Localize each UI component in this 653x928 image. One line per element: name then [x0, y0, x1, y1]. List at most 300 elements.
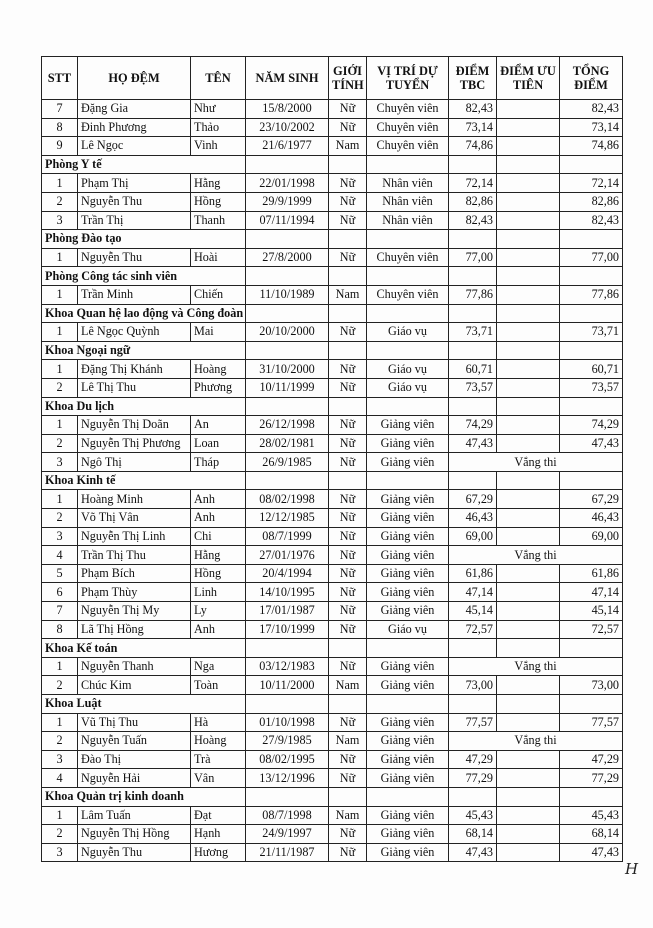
cell-diem-tbc: 47,43 [449, 434, 497, 453]
cell-absent-note: Vắng thi [449, 732, 623, 751]
table-row [42, 100, 623, 119]
table-row [42, 676, 623, 695]
cell-gioi-tinh: Nữ [329, 657, 367, 676]
empty-cell [497, 471, 560, 490]
cell-ho-dem: Phạm Thùy [78, 583, 191, 602]
cell-ho-dem: Lê Ngọc Quỳnh [78, 323, 191, 342]
cell-uu-tien [497, 285, 560, 304]
cell-stt: 8 [42, 620, 78, 639]
empty-cell [497, 787, 560, 806]
cell-uu-tien [497, 564, 560, 583]
cell-nam-sinh: 17/01/1987 [246, 602, 329, 621]
cell-stt: 7 [42, 602, 78, 621]
table-row [42, 211, 623, 230]
header-nam-sinh: NĂM SINH [246, 57, 329, 100]
empty-cell [560, 639, 623, 658]
cell-gioi-tinh: Nữ [329, 750, 367, 769]
empty-cell [560, 155, 623, 174]
table-row [42, 657, 623, 676]
cell-ho-dem: Ngô Thị [78, 453, 191, 472]
cell-ten: Anh [191, 620, 246, 639]
empty-cell [246, 639, 329, 658]
cell-diem-tbc: 47,29 [449, 750, 497, 769]
cell-vi-tri: Giảng viên [367, 490, 449, 509]
section-row [42, 267, 623, 286]
cell-stt: 1 [42, 490, 78, 509]
header-ho-dem: HỌ ĐỆM [78, 57, 191, 100]
empty-cell [367, 787, 449, 806]
cell-absent-note: Vắng thi [449, 657, 623, 676]
cell-ten: Trà [191, 750, 246, 769]
cell-tong-diem: 77,00 [560, 248, 623, 267]
cell-uu-tien [497, 676, 560, 695]
cell-nam-sinh: 20/10/2000 [246, 323, 329, 342]
cell-nam-sinh: 08/02/1998 [246, 490, 329, 509]
cell-nam-sinh: 03/12/1983 [246, 657, 329, 676]
cell-gioi-tinh: Nữ [329, 713, 367, 732]
cell-nam-sinh: 08/7/1998 [246, 806, 329, 825]
cell-vi-tri: Giáo vụ [367, 378, 449, 397]
cell-diem-tbc: 77,57 [449, 713, 497, 732]
cell-tong-diem: 73,00 [560, 676, 623, 695]
table-row [42, 378, 623, 397]
cell-vi-tri: Giảng viên [367, 546, 449, 565]
cell-tong-diem: 82,43 [560, 211, 623, 230]
cell-vi-tri: Giảng viên [367, 825, 449, 844]
empty-cell [560, 341, 623, 360]
cell-stt: 1 [42, 285, 78, 304]
empty-cell [449, 267, 497, 286]
cell-ten: Anh [191, 490, 246, 509]
cell-ten: Hồng [191, 564, 246, 583]
cell-uu-tien [497, 100, 560, 119]
cell-gioi-tinh: Nữ [329, 453, 367, 472]
cell-stt: 1 [42, 806, 78, 825]
cell-ho-dem: Trần Thị Thu [78, 546, 191, 565]
cell-gioi-tinh: Nữ [329, 248, 367, 267]
cell-diem-tbc: 82,43 [449, 100, 497, 119]
cell-ho-dem: Đinh Phương [78, 118, 191, 137]
empty-cell [497, 639, 560, 658]
cell-ten: Hạnh [191, 825, 246, 844]
empty-cell [497, 267, 560, 286]
section-title: Khoa Kế toán [42, 639, 246, 658]
cell-tong-diem: 60,71 [560, 360, 623, 379]
empty-cell [560, 787, 623, 806]
cell-ho-dem: Nguyễn Thị Linh [78, 527, 191, 546]
cell-ho-dem: Trần Minh [78, 285, 191, 304]
empty-cell [329, 155, 367, 174]
cell-vi-tri: Giảng viên [367, 564, 449, 583]
cell-diem-tbc: 72,57 [449, 620, 497, 639]
results-table [41, 56, 623, 862]
cell-ten: Chi [191, 527, 246, 546]
empty-cell [367, 341, 449, 360]
cell-diem-tbc: 45,14 [449, 602, 497, 621]
cell-ho-dem: Nguyễn Thị My [78, 602, 191, 621]
cell-uu-tien [497, 843, 560, 862]
cell-stt: 2 [42, 509, 78, 528]
empty-cell [246, 267, 329, 286]
cell-diem-tbc: 73,14 [449, 118, 497, 137]
cell-nam-sinh: 27/01/1976 [246, 546, 329, 565]
cell-diem-tbc: 47,43 [449, 843, 497, 862]
cell-stt: 1 [42, 657, 78, 676]
cell-gioi-tinh: Nam [329, 806, 367, 825]
cell-gioi-tinh: Nam [329, 137, 367, 156]
cell-nam-sinh: 15/8/2000 [246, 100, 329, 119]
cell-ten: Toàn [191, 676, 246, 695]
empty-cell [560, 304, 623, 323]
cell-uu-tien [497, 137, 560, 156]
cell-vi-tri: Giảng viên [367, 843, 449, 862]
cell-gioi-tinh: Nữ [329, 118, 367, 137]
table-row [42, 285, 623, 304]
cell-ten: Hằng [191, 546, 246, 565]
header-uu-tien: ĐIỂM ƯU TIÊN [497, 57, 560, 100]
empty-cell [367, 397, 449, 416]
cell-gioi-tinh: Nữ [329, 360, 367, 379]
cell-diem-tbc: 47,14 [449, 583, 497, 602]
cell-stt: 3 [42, 750, 78, 769]
empty-cell [246, 397, 329, 416]
cell-stt: 3 [42, 843, 78, 862]
empty-cell [449, 695, 497, 714]
cell-nam-sinh: 10/11/2000 [246, 676, 329, 695]
cell-ten: Thảo [191, 118, 246, 137]
cell-stt: 2 [42, 825, 78, 844]
table-row [42, 118, 623, 137]
cell-ten: Đạt [191, 806, 246, 825]
cell-vi-tri: Giảng viên [367, 416, 449, 435]
cell-vi-tri: Giảng viên [367, 509, 449, 528]
cell-stt: 8 [42, 118, 78, 137]
section-row [42, 695, 623, 714]
cell-nam-sinh: 11/10/1989 [246, 285, 329, 304]
cell-gioi-tinh: Nữ [329, 564, 367, 583]
cell-vi-tri: Chuyên viên [367, 137, 449, 156]
cell-nam-sinh: 01/10/1998 [246, 713, 329, 732]
cell-tong-diem: 47,14 [560, 583, 623, 602]
cell-stt: 1 [42, 248, 78, 267]
cell-nam-sinh: 29/9/1999 [246, 192, 329, 211]
empty-cell [246, 695, 329, 714]
table-row [42, 360, 623, 379]
cell-stt: 2 [42, 676, 78, 695]
cell-stt: 6 [42, 583, 78, 602]
empty-cell [560, 230, 623, 249]
cell-ten: Vân [191, 769, 246, 788]
cell-vi-tri: Giảng viên [367, 527, 449, 546]
cell-stt: 1 [42, 174, 78, 193]
empty-cell [329, 695, 367, 714]
cell-uu-tien [497, 583, 560, 602]
cell-uu-tien [497, 490, 560, 509]
empty-cell [329, 787, 367, 806]
cell-uu-tien [497, 750, 560, 769]
cell-vi-tri: Chuyên viên [367, 285, 449, 304]
cell-gioi-tinh: Nữ [329, 416, 367, 435]
empty-cell [449, 787, 497, 806]
empty-cell [449, 304, 497, 323]
cell-nam-sinh: 08/7/1999 [246, 527, 329, 546]
cell-ho-dem: Đặng Gia [78, 100, 191, 119]
cell-uu-tien [497, 118, 560, 137]
cell-vi-tri: Giảng viên [367, 806, 449, 825]
cell-gioi-tinh: Nữ [329, 192, 367, 211]
cell-ho-dem: Hoàng Minh [78, 490, 191, 509]
cell-stt: 2 [42, 732, 78, 751]
cell-nam-sinh: 24/9/1997 [246, 825, 329, 844]
cell-ho-dem: Lê Ngọc [78, 137, 191, 156]
table-row [42, 192, 623, 211]
cell-tong-diem: 73,71 [560, 323, 623, 342]
cell-nam-sinh: 27/9/1985 [246, 732, 329, 751]
cell-vi-tri: Nhân viên [367, 211, 449, 230]
cell-stt: 7 [42, 100, 78, 119]
cell-diem-tbc: 67,29 [449, 490, 497, 509]
table-row [42, 825, 623, 844]
cell-diem-tbc: 74,29 [449, 416, 497, 435]
cell-tong-diem: 73,57 [560, 378, 623, 397]
empty-cell [497, 341, 560, 360]
section-row [42, 397, 623, 416]
cell-ten: Nga [191, 657, 246, 676]
cell-ho-dem: Vũ Thị Thu [78, 713, 191, 732]
cell-vi-tri: Giáo vụ [367, 360, 449, 379]
empty-cell [329, 639, 367, 658]
cell-nam-sinh: 31/10/2000 [246, 360, 329, 379]
cell-vi-tri: Giảng viên [367, 602, 449, 621]
section-row [42, 471, 623, 490]
cell-tong-diem: 46,43 [560, 509, 623, 528]
cell-ho-dem: Nguyễn Thị Doãn [78, 416, 191, 435]
table-row [42, 416, 623, 435]
cell-uu-tien [497, 620, 560, 639]
cell-vi-tri: Giảng viên [367, 713, 449, 732]
cell-tong-diem: 82,86 [560, 192, 623, 211]
cell-nam-sinh: 23/10/2002 [246, 118, 329, 137]
cell-stt: 9 [42, 137, 78, 156]
cell-uu-tien [497, 509, 560, 528]
cell-ho-dem: Nguyễn Thanh [78, 657, 191, 676]
section-title: Khoa Ngoại ngữ [42, 341, 246, 360]
section-title: Khoa Kinh tế [42, 471, 246, 490]
cell-uu-tien [497, 174, 560, 193]
header-stt: STT [42, 57, 78, 100]
table-header [42, 57, 623, 100]
header-diem-tbc: ĐIỂM TBC [449, 57, 497, 100]
cell-ten: Hoài [191, 248, 246, 267]
section-row [42, 341, 623, 360]
cell-stt: 2 [42, 192, 78, 211]
cell-ten: Phương [191, 378, 246, 397]
table-row [42, 137, 623, 156]
section-title: Khoa Quan hệ lao động và Công đoàn [42, 304, 246, 323]
cell-gioi-tinh: Nữ [329, 100, 367, 119]
section-title: Phòng Đào tạo [42, 230, 246, 249]
cell-ten: Như [191, 100, 246, 119]
table-row [42, 434, 623, 453]
cell-gioi-tinh: Nữ [329, 323, 367, 342]
cell-gioi-tinh: Nữ [329, 527, 367, 546]
cell-gioi-tinh: Nữ [329, 378, 367, 397]
cell-uu-tien [497, 769, 560, 788]
table-row [42, 713, 623, 732]
cell-tong-diem: 77,86 [560, 285, 623, 304]
cell-stt: 3 [42, 211, 78, 230]
cell-nam-sinh: 07/11/1994 [246, 211, 329, 230]
cell-gioi-tinh: Nữ [329, 602, 367, 621]
table-row [42, 843, 623, 862]
empty-cell [560, 471, 623, 490]
cell-uu-tien [497, 211, 560, 230]
cell-stt: 1 [42, 416, 78, 435]
cell-ten: Tháp [191, 453, 246, 472]
cell-diem-tbc: 77,86 [449, 285, 497, 304]
empty-cell [329, 341, 367, 360]
empty-cell [329, 267, 367, 286]
cell-diem-tbc: 77,29 [449, 769, 497, 788]
header-vi-tri: VỊ TRÍ DỰ TUYỂN [367, 57, 449, 100]
table-row [42, 323, 623, 342]
cell-nam-sinh: 21/6/1977 [246, 137, 329, 156]
empty-cell [329, 471, 367, 490]
empty-cell [367, 639, 449, 658]
cell-vi-tri: Giảng viên [367, 453, 449, 472]
cell-ho-dem: Nguyễn Hải [78, 769, 191, 788]
section-title: Phòng Y tế [42, 155, 246, 174]
empty-cell [497, 230, 560, 249]
cell-uu-tien [497, 825, 560, 844]
cell-ho-dem: Võ Thị Vân [78, 509, 191, 528]
cell-ho-dem: Chúc Kim [78, 676, 191, 695]
cell-stt: 5 [42, 564, 78, 583]
cell-tong-diem: 61,86 [560, 564, 623, 583]
cell-vi-tri: Chuyên viên [367, 248, 449, 267]
cell-gioi-tinh: Nữ [329, 509, 367, 528]
empty-cell [329, 230, 367, 249]
cell-stt: 1 [42, 323, 78, 342]
cell-vi-tri: Nhân viên [367, 192, 449, 211]
cell-diem-tbc: 82,86 [449, 192, 497, 211]
cell-stt: 3 [42, 527, 78, 546]
section-row [42, 155, 623, 174]
cell-diem-tbc: 72,14 [449, 174, 497, 193]
cell-gioi-tinh: Nữ [329, 211, 367, 230]
table-row [42, 769, 623, 788]
cell-ten: Hương [191, 843, 246, 862]
empty-cell [367, 155, 449, 174]
cell-uu-tien [497, 323, 560, 342]
cell-uu-tien [497, 416, 560, 435]
empty-cell [497, 695, 560, 714]
cell-uu-tien [497, 248, 560, 267]
cell-tong-diem: 67,29 [560, 490, 623, 509]
cell-gioi-tinh: Nữ [329, 825, 367, 844]
header-row [42, 57, 623, 100]
cell-ho-dem: Nguyễn Thị Phương [78, 434, 191, 453]
header-ten: TÊN [191, 57, 246, 100]
cell-tong-diem: 68,14 [560, 825, 623, 844]
cell-nam-sinh: 13/12/1996 [246, 769, 329, 788]
section-title: Khoa Luật [42, 695, 246, 714]
cell-absent-note: Vắng thi [449, 453, 623, 472]
cell-tong-diem: 74,29 [560, 416, 623, 435]
section-row [42, 787, 623, 806]
table-row [42, 490, 623, 509]
empty-cell [246, 471, 329, 490]
empty-cell [497, 304, 560, 323]
empty-cell [449, 155, 497, 174]
empty-cell [367, 230, 449, 249]
empty-cell [367, 267, 449, 286]
cell-ten: Chiến [191, 285, 246, 304]
cell-ten: Hà [191, 713, 246, 732]
cell-uu-tien [497, 378, 560, 397]
cell-diem-tbc: 69,00 [449, 527, 497, 546]
cell-ho-dem: Trần Thị [78, 211, 191, 230]
cell-nam-sinh: 08/02/1995 [246, 750, 329, 769]
empty-cell [367, 471, 449, 490]
cell-stt: 4 [42, 546, 78, 565]
cell-stt: 4 [42, 769, 78, 788]
table-row [42, 620, 623, 639]
table-row [42, 174, 623, 193]
cell-vi-tri: Giảng viên [367, 750, 449, 769]
cell-stt: 3 [42, 453, 78, 472]
cell-ten: Hoàng [191, 360, 246, 379]
empty-cell [449, 230, 497, 249]
cell-ten: Thanh [191, 211, 246, 230]
cell-uu-tien [497, 527, 560, 546]
empty-cell [497, 155, 560, 174]
section-title: Phòng Công tác sinh viên [42, 267, 246, 286]
cell-ten: Mai [191, 323, 246, 342]
table-row [42, 564, 623, 583]
empty-cell [246, 304, 329, 323]
header-tong-diem: TỔNG ĐIỂM [560, 57, 623, 100]
cell-uu-tien [497, 192, 560, 211]
cell-vi-tri: Nhân viên [367, 174, 449, 193]
table-body [42, 100, 623, 862]
cell-ten: Ly [191, 602, 246, 621]
empty-cell [560, 397, 623, 416]
cell-gioi-tinh: Nam [329, 676, 367, 695]
empty-cell [246, 155, 329, 174]
cell-ho-dem: Phạm Thị [78, 174, 191, 193]
cell-nam-sinh: 20/4/1994 [246, 564, 329, 583]
cell-ten: Anh [191, 509, 246, 528]
table-row [42, 583, 623, 602]
cell-gioi-tinh: Nam [329, 285, 367, 304]
cell-ten: Loan [191, 434, 246, 453]
cell-uu-tien [497, 602, 560, 621]
cell-uu-tien [497, 806, 560, 825]
cell-nam-sinh: 10/11/1999 [246, 378, 329, 397]
cell-uu-tien [497, 713, 560, 732]
cell-tong-diem: 82,43 [560, 100, 623, 119]
table-row [42, 602, 623, 621]
cell-gioi-tinh: Nam [329, 732, 367, 751]
empty-cell [449, 397, 497, 416]
empty-cell [246, 230, 329, 249]
cell-nam-sinh: 26/12/1998 [246, 416, 329, 435]
cell-tong-diem: 45,43 [560, 806, 623, 825]
cell-nam-sinh: 22/01/1998 [246, 174, 329, 193]
cell-ho-dem: Đào Thị [78, 750, 191, 769]
cell-ho-dem: Đặng Thị Khánh [78, 360, 191, 379]
